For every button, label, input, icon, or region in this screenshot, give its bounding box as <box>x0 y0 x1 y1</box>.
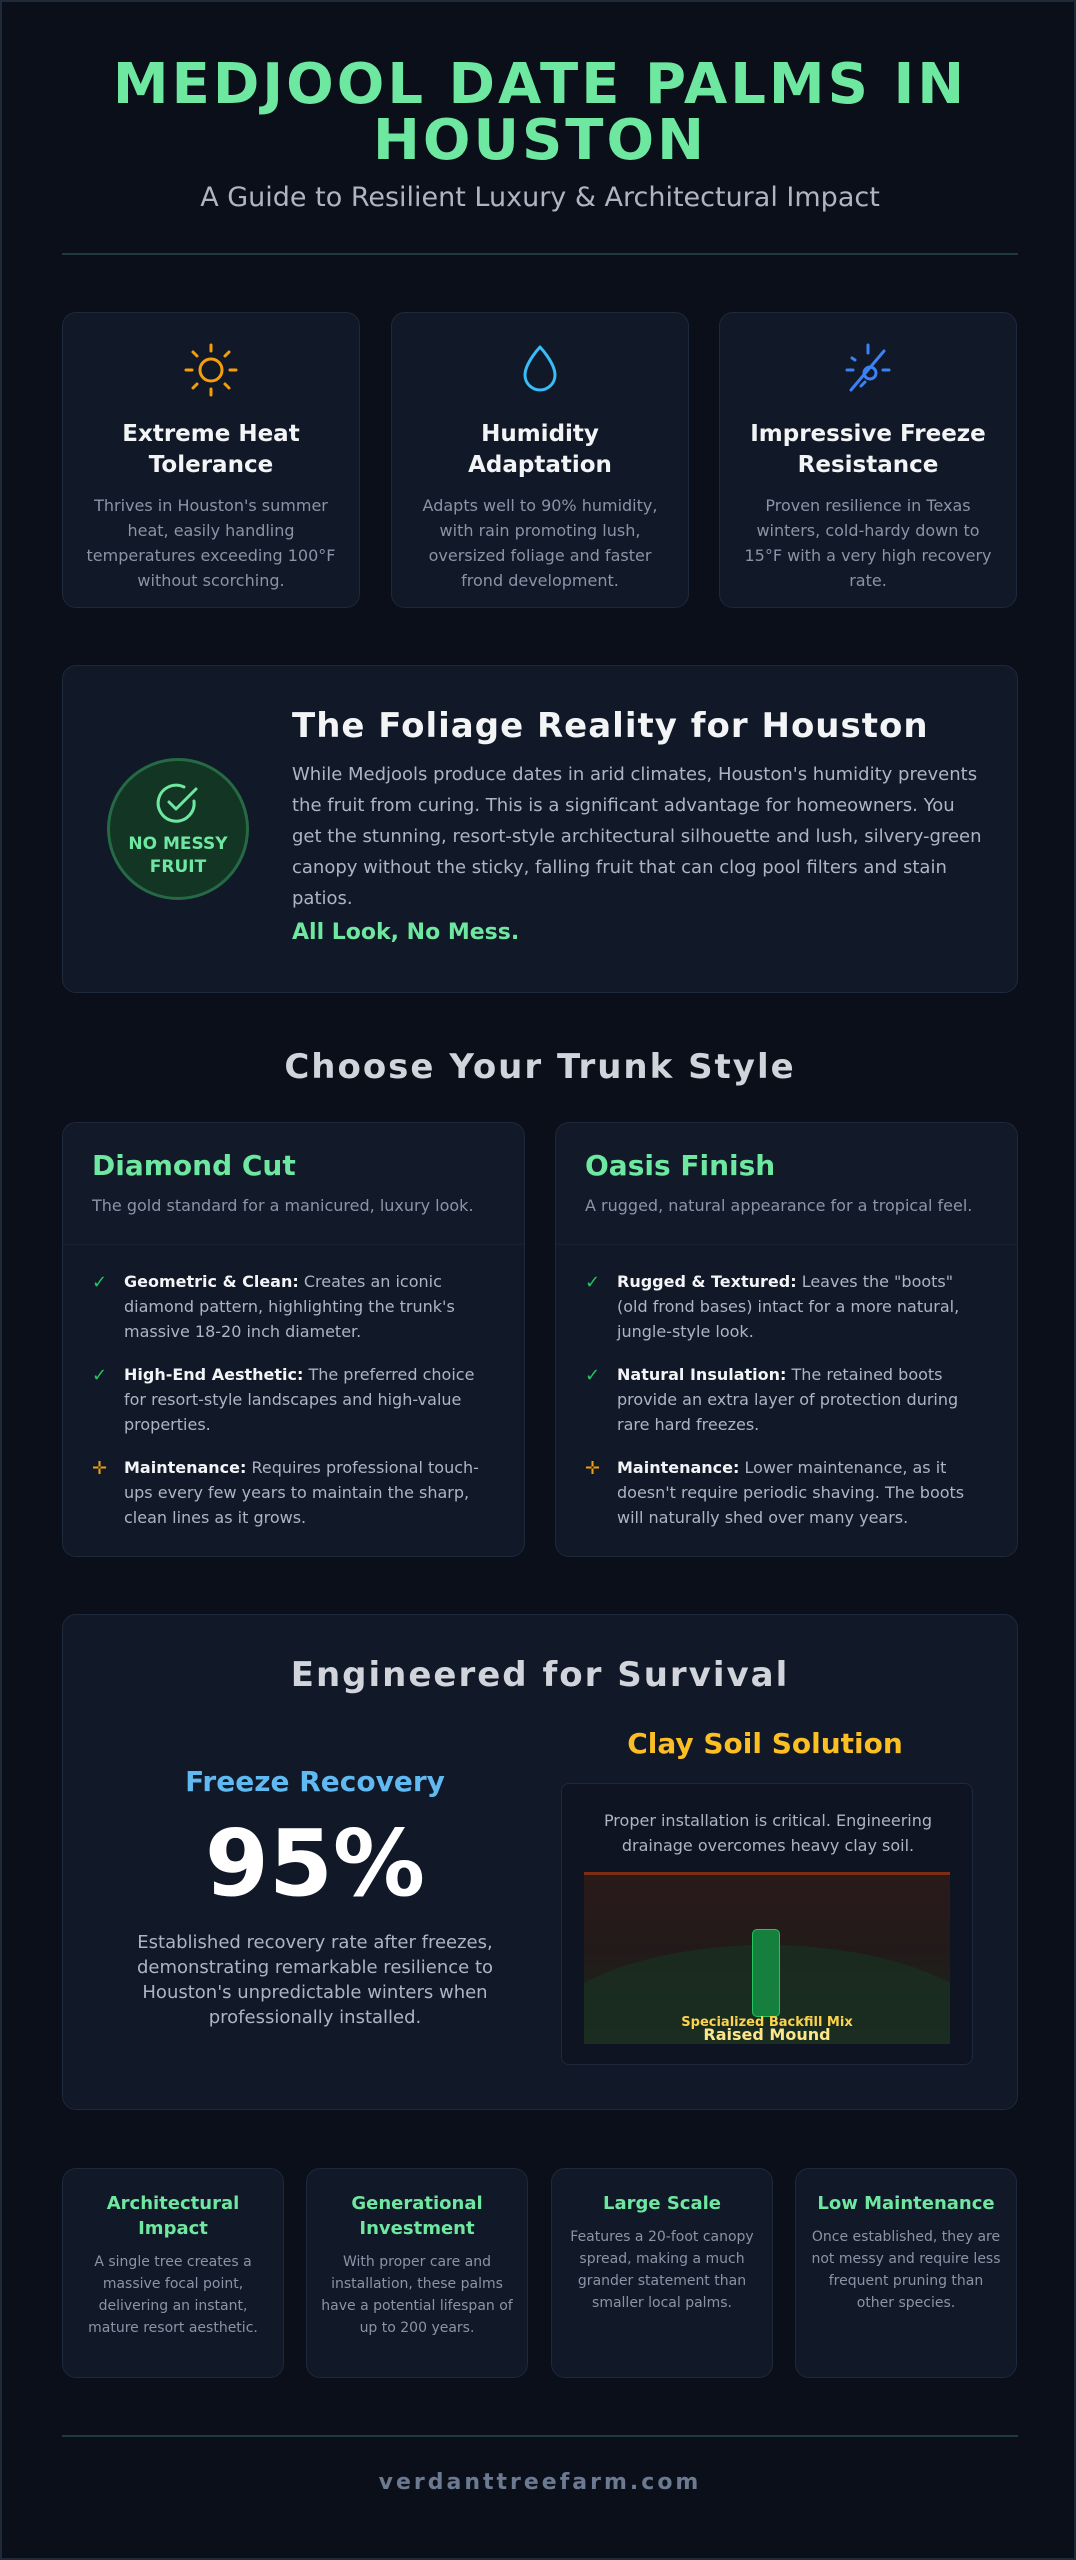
list-item: ✓ Geometric & Clean: Creates an iconic diamond pattern, highlighting the trunk's massive 18-20 inch diameter. <box>92 1272 455 1341</box>
feature-card-humidity <box>391 312 689 608</box>
survival-title: Engineered for Survival <box>290 1655 790 1695</box>
check-icon: ✓ <box>92 1365 108 1386</box>
feature-title: Humidity Adaptation <box>468 421 612 478</box>
benefit-card <box>306 2168 528 2378</box>
feature-text: Adapts well to 90% humidity, with rain promoting lush, oversized foliage and faster frond development. <box>422 496 658 590</box>
feature-card-freeze <box>719 312 1017 608</box>
foliage-section <box>62 665 1018 993</box>
clay-soil-text: Proper installation is critical. Engineering drainage overcomes heavy clay soil. <box>603 1811 933 1855</box>
trunk-card-diamond-cut <box>62 1122 525 1557</box>
survival-section <box>62 1614 1018 2110</box>
foliage-title: The Foliage Reality for Houston <box>292 706 929 746</box>
freeze-recovery-percent: 95% <box>204 1810 426 1917</box>
freeze-icon <box>742 341 994 399</box>
sun-icon <box>85 341 337 399</box>
soil-diagram <box>584 1872 950 2044</box>
no-messy-fruit-badge <box>107 758 249 900</box>
page-subtitle: A Guide to Resilient Luxury & Architectural Impact <box>200 182 880 213</box>
benefit-text: A single tree creates a massive focal point, delivering an instant, mature resort aesthetic. <box>88 2254 258 2336</box>
trunk-style-title: Diamond Cut <box>92 1149 296 1182</box>
trunk-section-title: Choose Your Trunk Style <box>284 1047 796 1087</box>
feature-text: Proven resilience in Texas winters, cold-hardy down to 15°F with a very high recovery rate. <box>744 496 992 590</box>
tool-icon: ✛ <box>585 1458 601 1479</box>
list-item: ✛ Maintenance: Requires professional touch-ups every few years to maintain the sharp, clean lines as it grows. <box>92 1458 479 1527</box>
mound-label: Raised Mound <box>703 2025 831 2044</box>
badge-label: NO MESSY FRUIT <box>128 834 228 877</box>
trunk-style-desc: The gold standard for a manicured, luxury look. <box>92 1196 474 1215</box>
freeze-recovery-title: Freeze Recovery <box>185 1765 445 1798</box>
feature-title: Impressive Freeze Resistance <box>750 421 986 478</box>
feature-title: Extreme Heat Tolerance <box>122 421 300 478</box>
trunk-feature-list <box>556 1245 1017 1530</box>
benefit-title: Generational Investment <box>351 2193 483 2239</box>
benefit-card <box>795 2168 1017 2378</box>
trunk-card-header <box>63 1123 524 1245</box>
list-item: ✛ Maintenance: Lower maintenance, as it doesn't require periodic shaving. The boots will naturally shed over many years. <box>585 1458 965 1527</box>
trunk-card-header <box>556 1123 1017 1245</box>
list-item: ✓ High-End Aesthetic: The preferred choice for resort-style landscapes and high-value properties. <box>92 1365 475 1434</box>
tool-icon: ✛ <box>92 1458 108 1479</box>
benefit-text: Once established, they are not messy and require less frequent pruning than other species. <box>811 2229 1001 2311</box>
list-item: ✓ Natural Insulation: The retained boots provide an extra layer of protection during rare hard freezes. <box>585 1365 959 1434</box>
check-icon: ✓ <box>92 1272 108 1293</box>
freeze-recovery-desc: Established recovery rate after freezes, demonstrating remarkable resilience to Houston's unpredictable winters when professionally installed. <box>136 1932 494 2028</box>
feature-text: Thrives in Houston's summer heat, easily handling temperatures exceeding 100°F without scorching. <box>86 496 336 590</box>
trunk-feature-list <box>63 1245 524 1530</box>
list-item: ✓ Rugged & Textured: Leaves the "boots" (old frond bases) intact for a more natural, jungle-style look. <box>585 1272 960 1341</box>
benefit-title: Architectural Impact <box>106 2193 240 2239</box>
benefit-title: Low Maintenance <box>817 2193 995 2214</box>
footer-site: verdanttreefarm.com <box>378 2470 702 2495</box>
trunk-card-oasis-finish <box>555 1122 1018 1557</box>
trunk-style-desc: A rugged, natural appearance for a tropical feel. <box>585 1196 973 1215</box>
backfill-label: Specialized Backfill Mix <box>681 2015 853 2030</box>
benefit-text: Features a 20-foot canopy spread, making a much grander statement than smaller local palms. <box>570 2229 754 2311</box>
benefit-text: With proper care and installation, these palms have a potential lifespan of up to 200 years. <box>321 2254 513 2336</box>
foliage-text: While Medjools produce dates in arid climates, Houston's humidity prevents the fruit from curing. This is a significant advantage for homeowners. You get the stunning, resort-style architectural silhouette and lush, silvery-green canopy without the sticky, falling fruit that can clog pool filters and stain patios. <box>292 764 982 909</box>
benefit-card <box>551 2168 773 2378</box>
check-icon: ✓ <box>585 1365 601 1386</box>
check-icon: ✓ <box>585 1272 601 1293</box>
foliage-tagline: All Look, No Mess. <box>292 920 520 945</box>
check-circle-icon <box>154 779 202 827</box>
benefit-card <box>62 2168 284 2378</box>
benefit-title: Large Scale <box>602 2193 721 2214</box>
trunk-style-title: Oasis Finish <box>585 1149 776 1182</box>
clay-soil-box <box>561 1783 973 2065</box>
root-ball-shape <box>752 1929 780 2017</box>
page-title: MEDJOOL DATE PALMS IN HOUSTON <box>112 52 968 173</box>
droplet-icon <box>414 341 666 399</box>
feature-card-heat <box>62 312 360 608</box>
clay-soil-title: Clay Soil Solution <box>627 1727 903 1760</box>
header-divider <box>62 253 1018 255</box>
footer-divider <box>62 2435 1018 2437</box>
